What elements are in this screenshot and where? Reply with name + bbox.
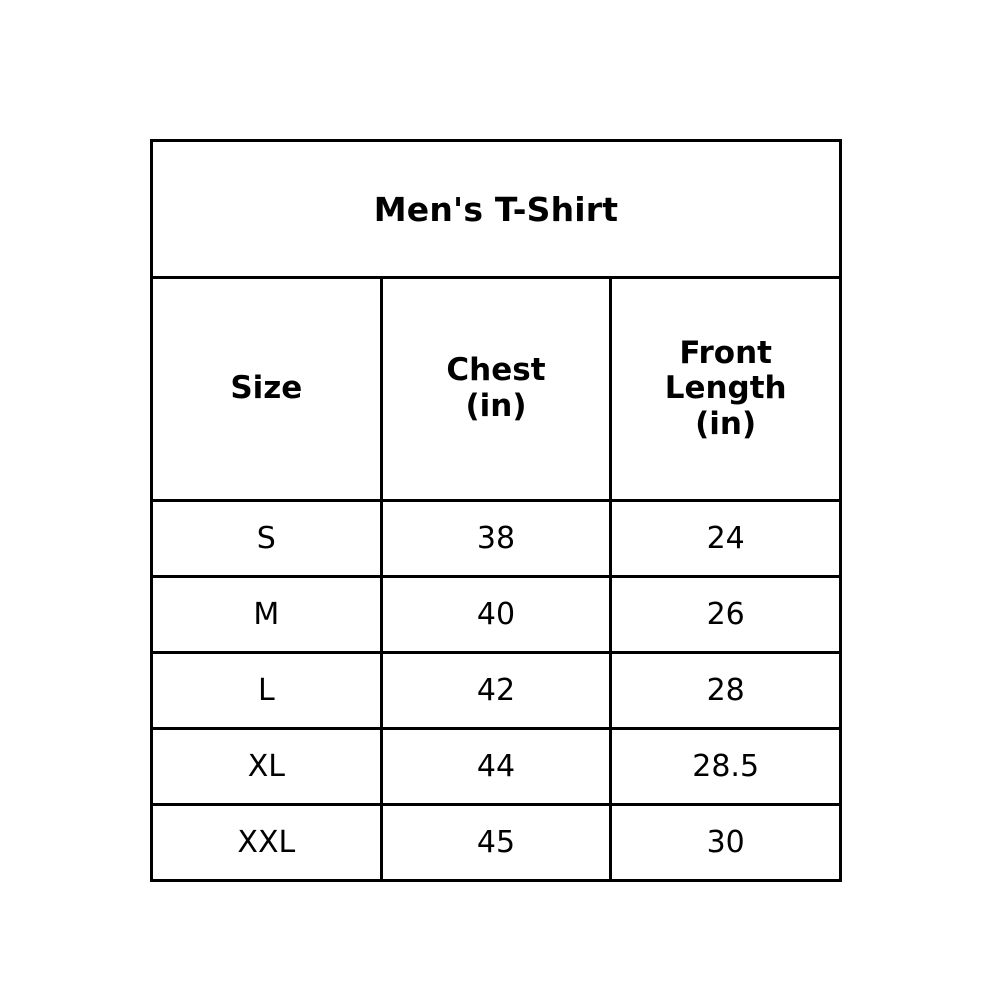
cell-size: M (152, 577, 382, 653)
table-header-row (152, 278, 841, 501)
cell-chest: 42 (381, 653, 611, 729)
cell-size: XL (152, 729, 382, 805)
cell-front-length: 24 (611, 501, 841, 577)
column-header-size-line-1: Size (230, 370, 303, 407)
column-header-front-length-line-1: Front (679, 334, 772, 371)
column-header-front-length (611, 278, 841, 501)
table-row (152, 653, 841, 729)
table-title-row (152, 141, 841, 278)
cell-size: S (152, 501, 382, 577)
column-header-size (152, 278, 382, 501)
column-header-chest-line-1: Chest (446, 352, 546, 389)
cell-chest: 38 (381, 501, 611, 577)
column-header-front-length-line-3: (in) (695, 405, 757, 442)
size-chart-table (150, 139, 842, 882)
cell-front-length: 30 (611, 805, 841, 881)
column-header-front-length-line-2: Length (664, 370, 787, 407)
cell-size: XXL (152, 805, 382, 881)
cell-front-length: 28.5 (611, 729, 841, 805)
table-row (152, 805, 841, 881)
table-row (152, 729, 841, 805)
cell-chest: 40 (381, 577, 611, 653)
cell-size: L (152, 653, 382, 729)
cell-front-length: 26 (611, 577, 841, 653)
column-header-chest-line-2: (in) (465, 388, 527, 424)
column-header-chest (381, 278, 611, 501)
cell-front-length: 28 (611, 653, 841, 729)
page-title: Men's T-Shirt (152, 141, 841, 278)
table-row (152, 501, 841, 577)
cell-chest: 45 (381, 805, 611, 881)
cell-chest: 44 (381, 729, 611, 805)
table-row (152, 577, 841, 653)
